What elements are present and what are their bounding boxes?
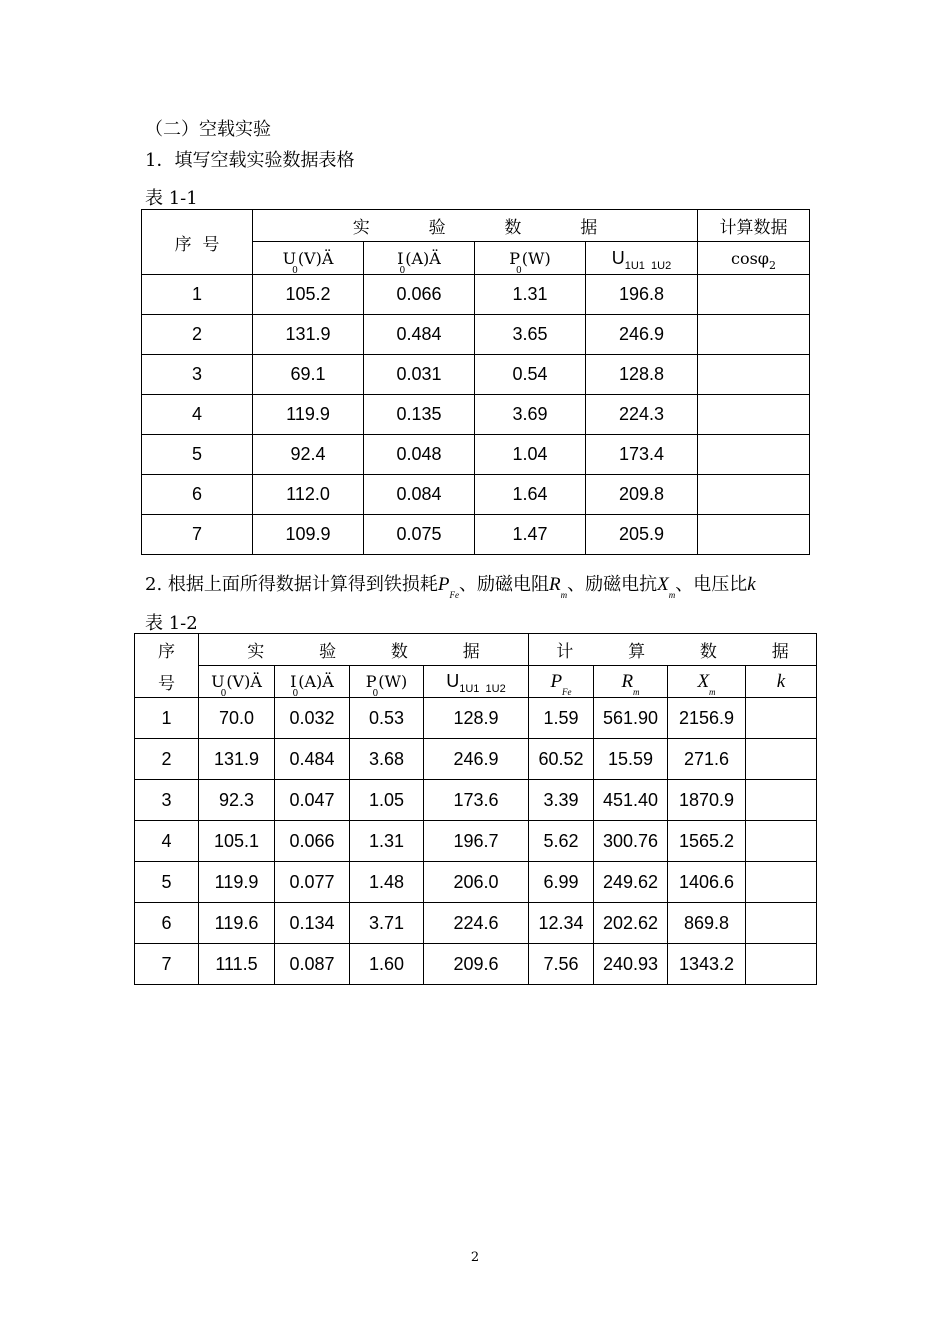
cell-i0: 0.087	[275, 944, 350, 985]
cell-n: 5	[135, 862, 199, 903]
col-header-pfe: $P_{Fe}$	[529, 666, 594, 698]
cell-p0: 3.68	[350, 739, 424, 780]
cell-k	[746, 739, 817, 780]
group-header-experiment: 实 验 数 据	[253, 210, 698, 242]
table-row	[142, 515, 810, 555]
cell-p0: 0.54	[475, 355, 586, 395]
cell-u1: 128.8	[586, 355, 698, 395]
cell-n: 5	[142, 435, 253, 475]
col-header-i0: $I_0(A)Ä$	[364, 242, 475, 275]
cell-n: 2	[142, 315, 253, 355]
cell-cos	[698, 355, 810, 395]
cell-xm: 1343.2	[668, 944, 746, 985]
col-header-u0: $U_0(V)Ä$	[253, 242, 364, 275]
cell-k	[746, 944, 817, 985]
cell-u1: 224.6	[424, 903, 529, 944]
table-row	[135, 944, 817, 985]
cell-cos	[698, 315, 810, 355]
group-header-experiment: 实 验 数 据	[199, 634, 529, 666]
cell-n: 7	[142, 515, 253, 555]
cell-u1: 206.0	[424, 862, 529, 903]
cell-n: 1	[142, 275, 253, 315]
cell-p0: 0.53	[350, 698, 424, 739]
cell-xm: 2156.9	[668, 698, 746, 739]
cell-pfe: 5.62	[529, 821, 594, 862]
cell-i0: 0.066	[364, 275, 475, 315]
cell-u0: 92.3	[199, 780, 275, 821]
col-header-u0: $U_0(V)Ä$	[199, 666, 275, 698]
cell-xm: 1565.2	[668, 821, 746, 862]
cell-u0: 131.9	[199, 739, 275, 780]
cell-u0: 111.5	[199, 944, 275, 985]
col-header-i0: $I_0(A)Ä$	[275, 666, 350, 698]
cell-rm: 300.76	[594, 821, 668, 862]
cell-u1: 205.9	[586, 515, 698, 555]
cell-n: 3	[142, 355, 253, 395]
cell-pfe: 7.56	[529, 944, 594, 985]
col-header-p0: $P_0(W)$	[350, 666, 424, 698]
table1-caption-text: 表 1-1	[145, 188, 198, 209]
table-row	[135, 698, 817, 739]
table-row	[142, 275, 810, 315]
col-header-xm: $X_m$	[668, 666, 746, 698]
table-1-1	[141, 209, 810, 555]
cell-u1: 173.4	[586, 435, 698, 475]
cell-pfe: 6.99	[529, 862, 594, 903]
cell-pfe: 60.52	[529, 739, 594, 780]
cell-u1: 246.9	[424, 739, 529, 780]
cell-cos	[698, 435, 810, 475]
cell-k	[746, 780, 817, 821]
cell-p0: 1.31	[350, 821, 424, 862]
cell-i0: 0.075	[364, 515, 475, 555]
cell-p0: 1.05	[350, 780, 424, 821]
cell-i0: 0.047	[275, 780, 350, 821]
cell-u0: 112.0	[253, 475, 364, 515]
table-row	[142, 395, 810, 435]
cell-n: 3	[135, 780, 199, 821]
cell-cos	[698, 475, 810, 515]
cell-u1: 209.8	[586, 475, 698, 515]
cell-i0: 0.134	[275, 903, 350, 944]
cell-i0: 0.135	[364, 395, 475, 435]
cell-u1: 128.9	[424, 698, 529, 739]
cell-rm: 15.59	[594, 739, 668, 780]
cell-u0: 70.0	[199, 698, 275, 739]
cell-pfe: 12.34	[529, 903, 594, 944]
cell-p0: 3.69	[475, 395, 586, 435]
cell-k	[746, 698, 817, 739]
cell-u0: 131.9	[253, 315, 364, 355]
cell-u0: 92.4	[253, 435, 364, 475]
cell-i0: 0.031	[364, 355, 475, 395]
step1-text: 1．填写空载实验数据表格	[145, 150, 355, 171]
table-1-2	[134, 633, 817, 985]
table-row	[142, 435, 810, 475]
cell-i0: 0.032	[275, 698, 350, 739]
cell-p0: 1.60	[350, 944, 424, 985]
cell-rm: 249.62	[594, 862, 668, 903]
cell-u0: 69.1	[253, 355, 364, 395]
cell-u0: 119.9	[199, 862, 275, 903]
table-row	[135, 739, 817, 780]
col-header-cos: cosφ$_2$	[698, 242, 810, 275]
page-number: 2	[470, 1250, 480, 1265]
table2-caption: 表 1-2	[145, 613, 198, 634]
cell-u0: 105.1	[199, 821, 275, 862]
col-header-k: k	[746, 666, 817, 698]
cell-i0: 0.048	[364, 435, 475, 475]
cell-p0: 3.65	[475, 315, 586, 355]
cell-n: 4	[135, 821, 199, 862]
cell-i0: 0.484	[364, 315, 475, 355]
step2-text: 2. 根据上面所得数据计算得到铁损耗$P_{Fe}$、励磁电阻$R_m$、励磁电抗$X_m$、电压比k	[145, 574, 756, 600]
cell-xm: 1406.6	[668, 862, 746, 903]
cell-cos	[698, 275, 810, 315]
table-row	[135, 780, 817, 821]
cell-pfe: 1.59	[529, 698, 594, 739]
cell-xm: 1870.9	[668, 780, 746, 821]
cell-u1: 196.8	[586, 275, 698, 315]
cell-p0: 1.48	[350, 862, 424, 903]
table-row	[142, 475, 810, 515]
cell-k	[746, 903, 817, 944]
col-header-index-bottom: 号	[135, 666, 199, 698]
table-row	[142, 315, 810, 355]
cell-k	[746, 862, 817, 903]
cell-n: 7	[135, 944, 199, 985]
col-header-p0: $P_0(W)$	[475, 242, 586, 275]
cell-u0: 105.2	[253, 275, 364, 315]
cell-k	[746, 821, 817, 862]
cell-xm: 271.6	[668, 739, 746, 780]
cell-rm: 202.62	[594, 903, 668, 944]
cell-u1: 173.6	[424, 780, 529, 821]
cell-u1: 246.9	[586, 315, 698, 355]
cell-cos	[698, 395, 810, 435]
cell-i0: 0.484	[275, 739, 350, 780]
cell-rm: 561.90	[594, 698, 668, 739]
cell-u1: 209.6	[424, 944, 529, 985]
cell-i0: 0.077	[275, 862, 350, 903]
table-row	[142, 355, 810, 395]
cell-u0: 109.9	[253, 515, 364, 555]
cell-p0: 1.64	[475, 475, 586, 515]
table-row	[135, 862, 817, 903]
cell-p0: 3.71	[350, 903, 424, 944]
col-header-rm: $R_m$	[594, 666, 668, 698]
col-header-u1: $U_{1U1 1U2}$	[586, 242, 698, 275]
table1-caption	[145, 184, 198, 210]
cell-n: 6	[142, 475, 253, 515]
cell-u1: 196.7	[424, 821, 529, 862]
cell-rm: 240.93	[594, 944, 668, 985]
cell-xm: 869.8	[668, 903, 746, 944]
section-heading: （二）空载实验	[145, 119, 271, 140]
cell-pfe: 3.39	[529, 780, 594, 821]
cell-u0: 119.9	[253, 395, 364, 435]
col-header-u1: $U_{1U1 1U2}$	[424, 666, 529, 698]
col-header-index-top: 序	[135, 634, 199, 666]
cell-i0: 0.066	[275, 821, 350, 862]
cell-n: 1	[135, 698, 199, 739]
cell-p0: 1.47	[475, 515, 586, 555]
cell-i0: 0.084	[364, 475, 475, 515]
cell-n: 6	[135, 903, 199, 944]
cell-u0: 119.6	[199, 903, 275, 944]
col-header-index: 序 号	[142, 210, 253, 275]
table-row	[135, 903, 817, 944]
cell-u1: 224.3	[586, 395, 698, 435]
cell-n: 2	[135, 739, 199, 780]
group-header-calc: 计 算 数 据	[529, 634, 817, 666]
table-row	[135, 821, 817, 862]
cell-p0: 1.31	[475, 275, 586, 315]
cell-n: 4	[142, 395, 253, 435]
cell-cos	[698, 515, 810, 555]
cell-p0: 1.04	[475, 435, 586, 475]
group-header-calc: 计算数据	[698, 210, 810, 242]
cell-rm: 451.40	[594, 780, 668, 821]
